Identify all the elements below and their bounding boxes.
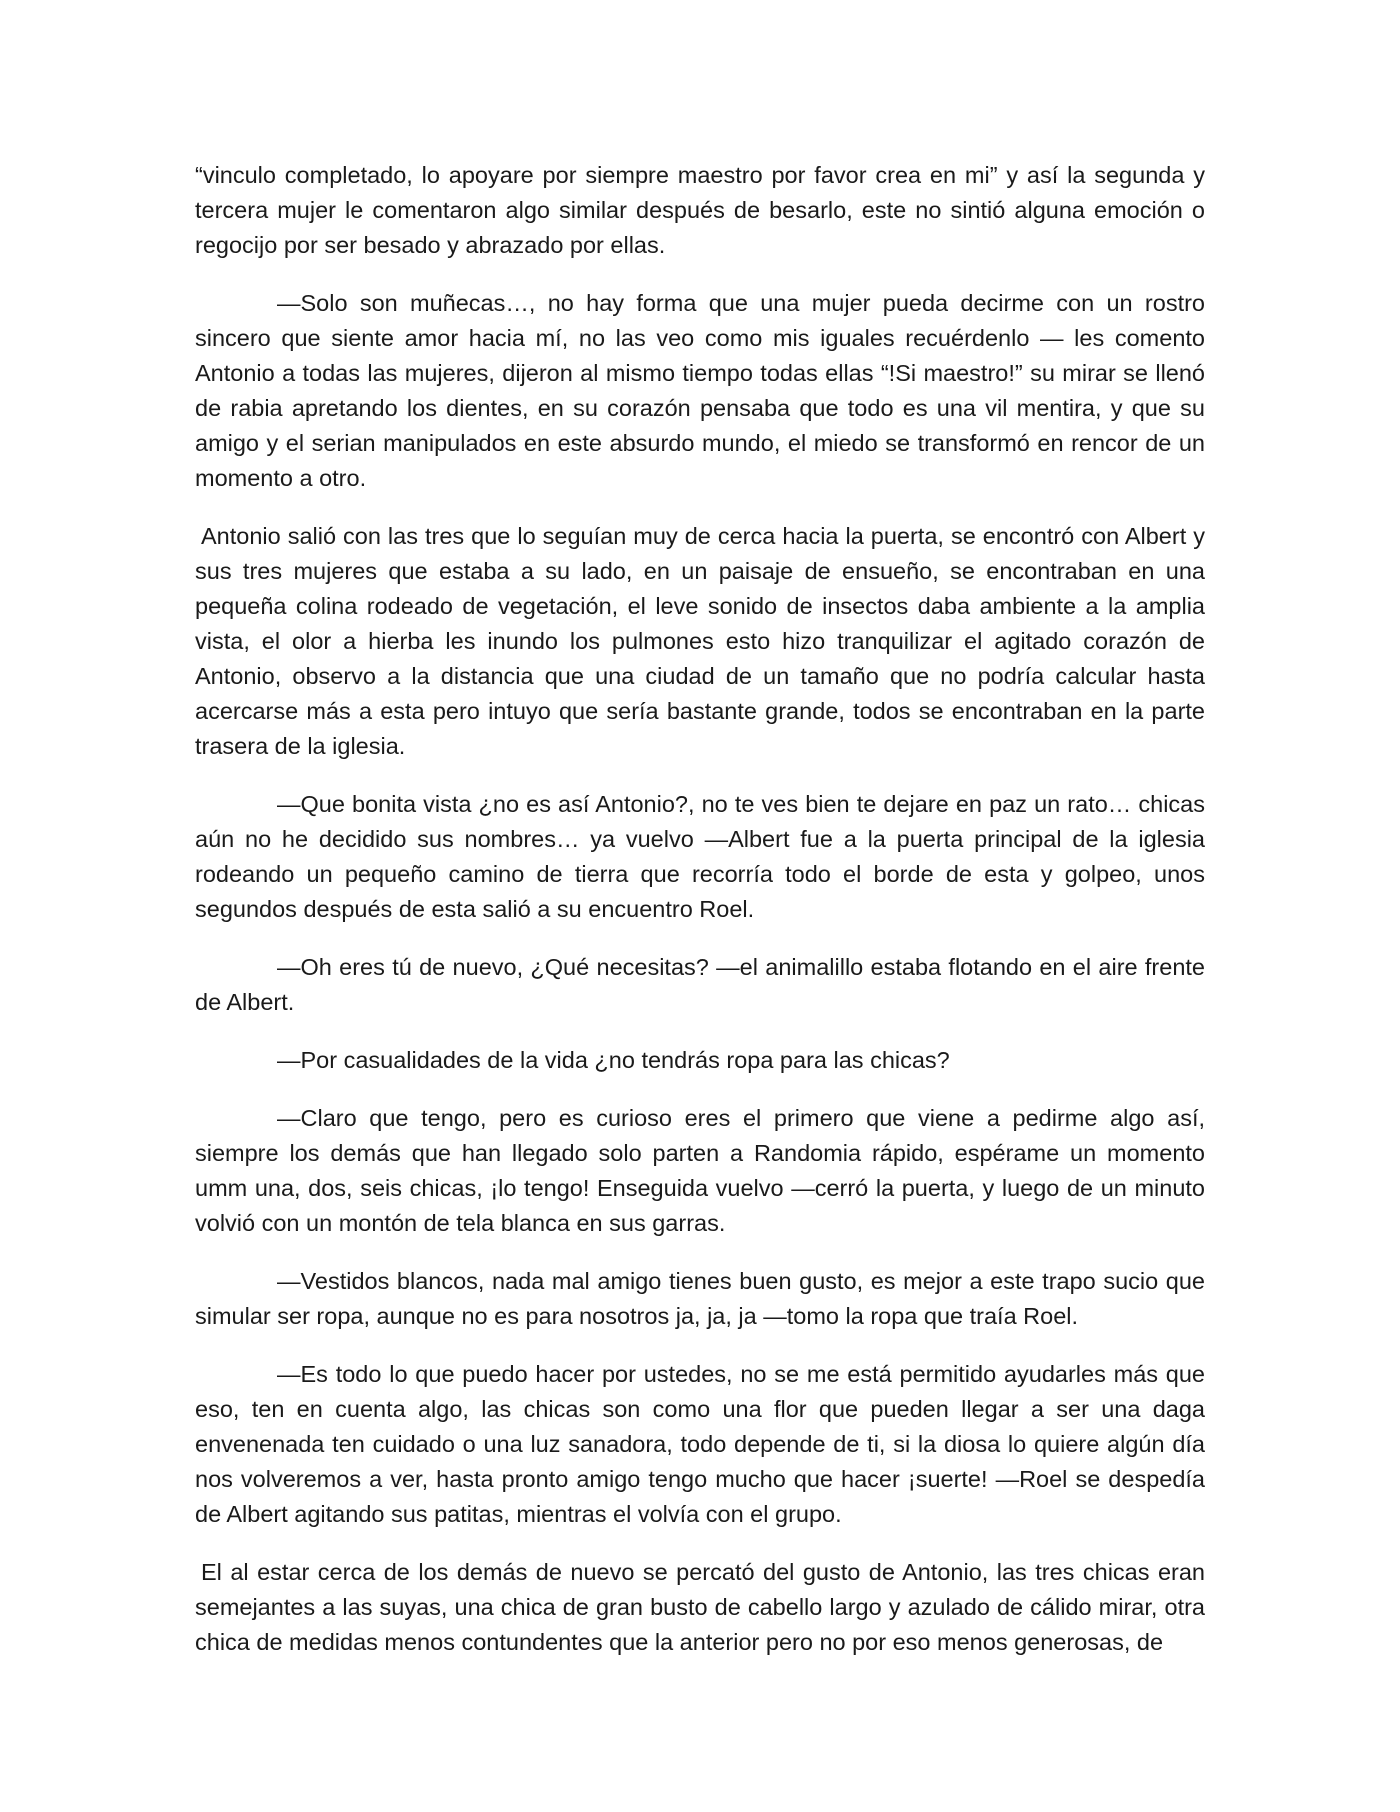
paragraph-9: —Es todo lo que puedo hacer por ustedes, no se me está permitido ayudarles más que eso, ten en cuenta algo, las chicas son como una flor que pueden llegar a ser una daga envenenada ten cuidado o una luz sanadora, todo depende de ti, si la diosa lo quiere algún día nos volveremos a ver, hasta pronto amigo tengo mucho que hacer ¡suerte! —Roel se despedía de Albert agitando sus patitas, mientras el volvía con el grupo. [195,1361,1205,1527]
paragraph-10: El al estar cerca de los demás de nuevo se percató del gusto de Antonio, las tres chicas eran semejantes a las suyas, una chica de gran busto de cabello largo y azulado de cálido mirar, otra chica de medidas menos contundentes que la anterior pero no por eso menos generosas, de [195,1559,1205,1655]
paragraph-7: —Claro que tengo, pero es curioso eres el primero que viene a pedirme algo así, siempre los demás que han llegado solo parten a Randomia rápido, espérame un momento umm una, dos, seis chicas, ¡lo tengo! Enseguida vuelvo —cerró la puerta, y luego de un minuto volvió con un montón de tela blanca en sus garras. [195,1105,1205,1236]
paragraph-1: “vinculo completado, lo apoyare por siempre maestro por favor crea en mi” y así la segunda y tercera mujer le comentaron algo similar después de besarlo, este no sintió alguna emoción o regocijo por ser besado y abrazado por ellas. [195,162,1205,258]
paragraph-2: —Solo son muñecas…, no hay forma que una mujer pueda decirme con un rostro sincero que siente amor hacia mí, no las veo como mis iguales recuérdenlo — les comento Antonio a todas las mujeres, dijeron al mismo tiempo todas ellas “!Si maestro!” su mirar se llenó de rabia apretando los dientes, en su corazón pensaba que todo es una vil mentira, y que su amigo y el serian manipulados en este absurdo mundo, el miedo se transformó en rencor de un momento a otro. [195,290,1205,491]
paragraph-6: —Por casualidades de la vida ¿no tendrás ropa para las chicas? [277,1047,950,1073]
paragraph-5: —Oh eres tú de nuevo, ¿Qué necesitas? —el animalillo estaba flotando en el aire frente de Albert. [195,954,1205,1015]
paragraph-8: —Vestidos blancos, nada mal amigo tienes buen gusto, es mejor a este trapo sucio que simular ser ropa, aunque no es para nosotros ja, ja, ja —tomo la ropa que traía Roel. [195,1268,1205,1329]
paragraph-3: Antonio salió con las tres que lo seguían muy de cerca hacia la puerta, se encontró con Albert y sus tres mujeres que estaba a su lado, en un paisaje de ensueño, se encontraban en una pequeña colina rodeado de vegetación, el leve sonido de insectos daba ambiente a la amplia vista, el olor a hierba les inundo los pulmones esto hizo tranquilizar el agitado corazón de Antonio, observo a la distancia que una ciudad de un tamaño que no podría calcular hasta acercarse más a esta pero intuyo que sería bastante grande, todos se encontraban en la parte trasera de la iglesia. [195,523,1205,759]
document-body [195,158,1205,1683]
paragraph-4: —Que bonita vista ¿no es así Antonio?, no te ves bien te dejare en paz un rato… chicas aún no he decidido sus nombres… ya vuelvo —Albert fue a la puerta principal de la iglesia rodeando un pequeño camino de tierra que recorría todo el borde de esta y golpeo, unos segundos después de esta salió a su encuentro Roel. [195,791,1205,922]
